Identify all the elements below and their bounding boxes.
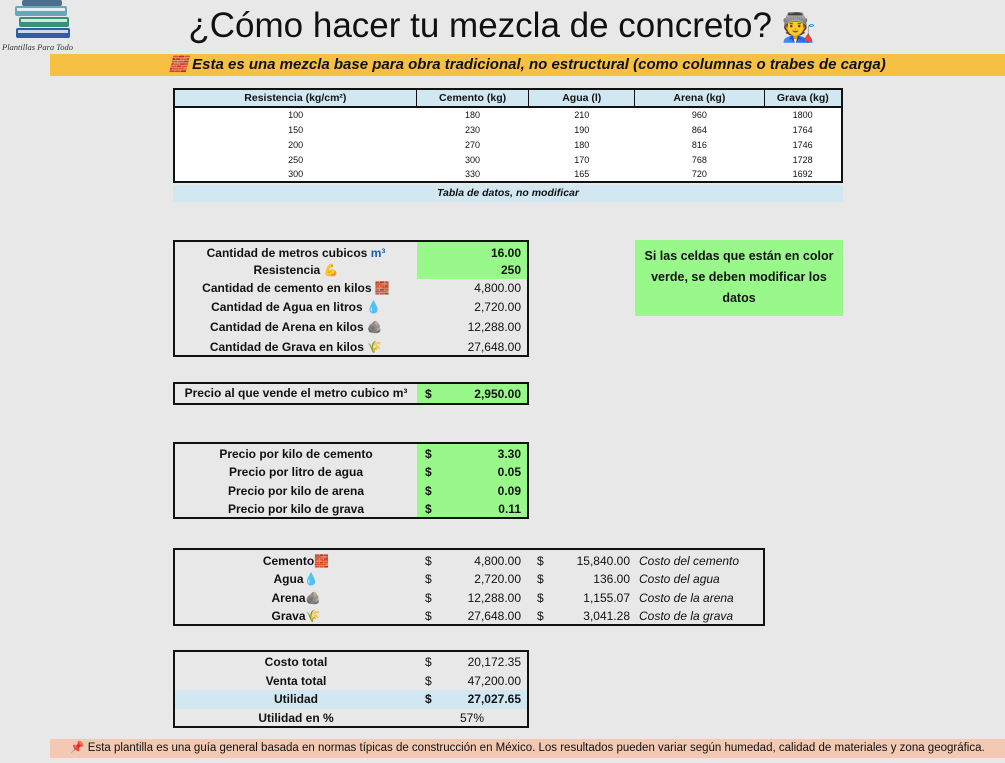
table-row xyxy=(174,152,842,167)
costo-agua-desc: Costo del agua xyxy=(639,572,720,586)
costo-arena-cost: 1,155.07 xyxy=(583,591,630,605)
costo-total-value: 20,172.35 xyxy=(467,655,521,669)
precio-cemento-label: Precio por kilo de cemento xyxy=(219,447,373,461)
table-cell[interactable]: 270 xyxy=(465,139,481,150)
costo-arena-cur2: $ xyxy=(537,591,544,605)
rock-icon: 🪨 xyxy=(305,591,321,605)
table-cell[interactable]: 330 xyxy=(465,169,481,179)
table-row xyxy=(174,122,842,137)
arena-qty-label-text: Cantidad de Arena en kilos xyxy=(210,320,364,334)
precio-cemento-currency: $ xyxy=(425,447,432,461)
table-cell[interactable]: 960 xyxy=(691,110,707,120)
costo-agua-cur2: $ xyxy=(537,572,544,586)
precio-arena-label: Precio por kilo de arena xyxy=(227,484,365,498)
table-cell[interactable]: 1746 xyxy=(792,139,813,150)
costo-grava-cur2: $ xyxy=(537,609,544,623)
pushpin-icon: 📌 xyxy=(70,742,85,754)
venta-total-currency: $ xyxy=(425,674,432,688)
utilidad-label: Utilidad xyxy=(274,692,318,706)
costo-agua-cur1: $ xyxy=(425,572,432,586)
cemento-qty-value: 4,800.00 xyxy=(474,281,521,295)
page-title-text: ¿Cómo hacer tu mezcla de concreto? xyxy=(188,6,772,45)
table-cell[interactable]: 170 xyxy=(574,154,590,165)
precios-block xyxy=(173,442,529,519)
table-cell[interactable]: 1764 xyxy=(792,124,813,135)
table-cell[interactable]: 190 xyxy=(574,124,590,135)
costo-cemento-cur1: $ xyxy=(425,554,432,568)
logo-text: Plantillas Para Todo xyxy=(2,42,74,52)
worker-icon: 🧑‍🏭 xyxy=(781,12,817,43)
venta-total-value: 47,200.00 xyxy=(467,674,521,688)
table-cell[interactable]: 230 xyxy=(465,124,481,135)
costo-total-currency: $ xyxy=(425,655,432,669)
m3-value[interactable]: 16.00 xyxy=(490,246,521,260)
cemento-qty-label-text: Cantidad de cemento en kilos xyxy=(202,281,372,295)
table-cell[interactable]: 250 xyxy=(288,154,304,165)
costo-grava-qty: 27,648.00 xyxy=(467,609,521,623)
resistencia-label-text: Resistencia xyxy=(253,263,321,277)
header-grava: Grava (kg) xyxy=(764,89,842,107)
arena-qty-label xyxy=(175,318,417,337)
table-cell[interactable]: 100 xyxy=(288,110,304,120)
venta-total-label: Venta total xyxy=(265,674,327,688)
droplet-icon: 💧 xyxy=(303,572,319,586)
brick-icon: 🧱 xyxy=(314,554,330,568)
precio-venta-block xyxy=(173,382,529,405)
costo-agua-cost: 136.00 xyxy=(593,572,630,586)
rock-icon: 🪨 xyxy=(366,320,382,334)
table-row xyxy=(174,137,842,152)
banner-text: Esta es una mezcla base para obra tradicional, no estructural (como columnas o trabes de carga) xyxy=(192,56,886,73)
header-arena: Arena (kg) xyxy=(635,89,765,107)
costo-grava-cost: 3,041.28 xyxy=(583,609,630,623)
utilidad-value: 27,027.65 xyxy=(467,692,521,706)
costo-cemento-label xyxy=(175,552,417,571)
costo-arena-desc: Costo de la arena xyxy=(639,591,734,605)
brick-icon: 🧱 xyxy=(374,281,390,295)
costo-agua-qty: 2,720.00 xyxy=(474,572,521,586)
utilidad-pct-label: Utilidad en % xyxy=(258,711,334,725)
table-row xyxy=(174,167,842,182)
precio-agua-currency: $ xyxy=(425,465,432,479)
table-cell[interactable]: 180 xyxy=(465,110,481,120)
costos-block xyxy=(173,548,765,626)
precio-agua-value[interactable]: 0.05 xyxy=(497,465,521,479)
resistencia-label xyxy=(175,261,417,280)
page-title xyxy=(0,2,1005,50)
agua-qty-value: 2,720.00 xyxy=(474,300,521,314)
costo-cemento-desc: Costo del cemento xyxy=(639,554,740,568)
table-cell[interactable]: 300 xyxy=(288,169,304,179)
m3-label-text: Cantidad de metros cubicos xyxy=(206,246,368,260)
cemento-qty-label xyxy=(175,279,417,298)
header-agua: Agua (l) xyxy=(529,89,635,107)
precio-cemento-value[interactable]: 3.30 xyxy=(497,447,521,461)
costo-grava-label-text: Grava xyxy=(271,609,306,623)
costo-cemento-label-text: Cemento xyxy=(262,554,315,568)
muscle-icon: 💪 xyxy=(323,263,339,277)
header-cemento: Cemento (kg) xyxy=(416,89,529,107)
table-row xyxy=(174,107,842,122)
costo-agua-label-text: Agua xyxy=(273,572,304,586)
warning-banner xyxy=(50,54,1005,76)
costo-grava-cur1: $ xyxy=(425,609,432,623)
table-cell[interactable]: 150 xyxy=(288,124,304,135)
table-cell[interactable]: 210 xyxy=(574,110,590,120)
utilidad-currency: $ xyxy=(425,692,432,706)
table-cell[interactable]: 864 xyxy=(691,124,707,135)
costo-total-label: Costo total xyxy=(264,655,328,669)
costo-grava-desc: Costo de la grava xyxy=(639,609,734,623)
reference-table-header xyxy=(174,89,842,107)
precio-grava-value[interactable]: 0.11 xyxy=(498,502,521,516)
m3-unit: m³ xyxy=(370,246,386,260)
table-cell[interactable]: 816 xyxy=(691,139,707,150)
footer-note xyxy=(50,739,1005,758)
costo-arena-label xyxy=(175,589,417,608)
grava-qty-label-text: Cantidad de Grava en kilos xyxy=(209,340,364,354)
table-cell[interactable]: 200 xyxy=(288,139,304,150)
costo-arena-label-text: Arena xyxy=(271,591,306,605)
costo-cemento-qty: 4,800.00 xyxy=(474,554,521,568)
reference-table-note: Tabla de datos, no modificar xyxy=(173,185,843,202)
grain-icon: 🌾 xyxy=(305,609,321,623)
arena-qty-value: 12,288.00 xyxy=(467,320,521,334)
agua-qty-label-text: Cantidad de Agua en litros xyxy=(211,300,363,314)
table-cell[interactable]: 1692 xyxy=(792,169,813,179)
precio-grava-currency: $ xyxy=(425,502,432,516)
droplet-icon: 💧 xyxy=(365,300,381,314)
resumen-block xyxy=(173,650,529,728)
costo-grava-label xyxy=(175,607,417,626)
m3-label xyxy=(175,244,417,263)
footer-text: Esta plantilla es una guía general basada en normas típicas de construcción en México. Los resultados pueden variar según humedad, calidad de materiales y zona geográfica. xyxy=(87,742,985,754)
resistencia-value[interactable]: 250 xyxy=(500,263,521,277)
costo-cemento-cur2: $ xyxy=(537,554,544,568)
costo-cemento-cost: 15,840.00 xyxy=(576,554,630,568)
grava-qty-label xyxy=(175,338,417,357)
precio-venta-label: Precio al que vende el metro cubico m³ xyxy=(184,386,408,400)
table-cell[interactable]: 165 xyxy=(574,169,590,179)
reference-table xyxy=(173,88,843,183)
table-cell[interactable]: 1800 xyxy=(792,110,813,120)
costo-agua-label xyxy=(175,570,417,589)
table-cell[interactable]: 300 xyxy=(465,154,481,165)
table-cell[interactable]: 720 xyxy=(691,169,707,179)
table-cell[interactable]: 1728 xyxy=(792,154,813,165)
precio-venta-currency: $ xyxy=(425,387,432,401)
precio-arena-value[interactable]: 0.09 xyxy=(497,484,521,498)
utilidad-pct-value: 57% xyxy=(460,711,485,725)
table-cell[interactable]: 768 xyxy=(691,154,707,165)
header-resistencia: Resistencia (kg/cm²) xyxy=(174,89,416,107)
precio-grava-label: Precio por kilo de grava xyxy=(227,502,365,516)
brick-icon: 🧱 xyxy=(169,56,188,73)
precio-agua-label: Precio por litro de agua xyxy=(228,465,364,479)
grain-icon: 🌾 xyxy=(367,340,383,354)
table-cell[interactable]: 180 xyxy=(574,139,590,150)
precio-venta-value[interactable]: 2,950.00 xyxy=(474,387,521,401)
agua-qty-label xyxy=(175,298,417,317)
precio-arena-currency: $ xyxy=(425,484,432,498)
inputs-block xyxy=(173,240,529,357)
costo-arena-cur1: $ xyxy=(425,591,432,605)
green-cells-note: Si las celdas que están en color verde, se deben modificar los datos xyxy=(635,240,843,316)
grava-qty-value: 27,648.00 xyxy=(467,340,521,354)
costo-arena-qty: 12,288.00 xyxy=(467,591,521,605)
